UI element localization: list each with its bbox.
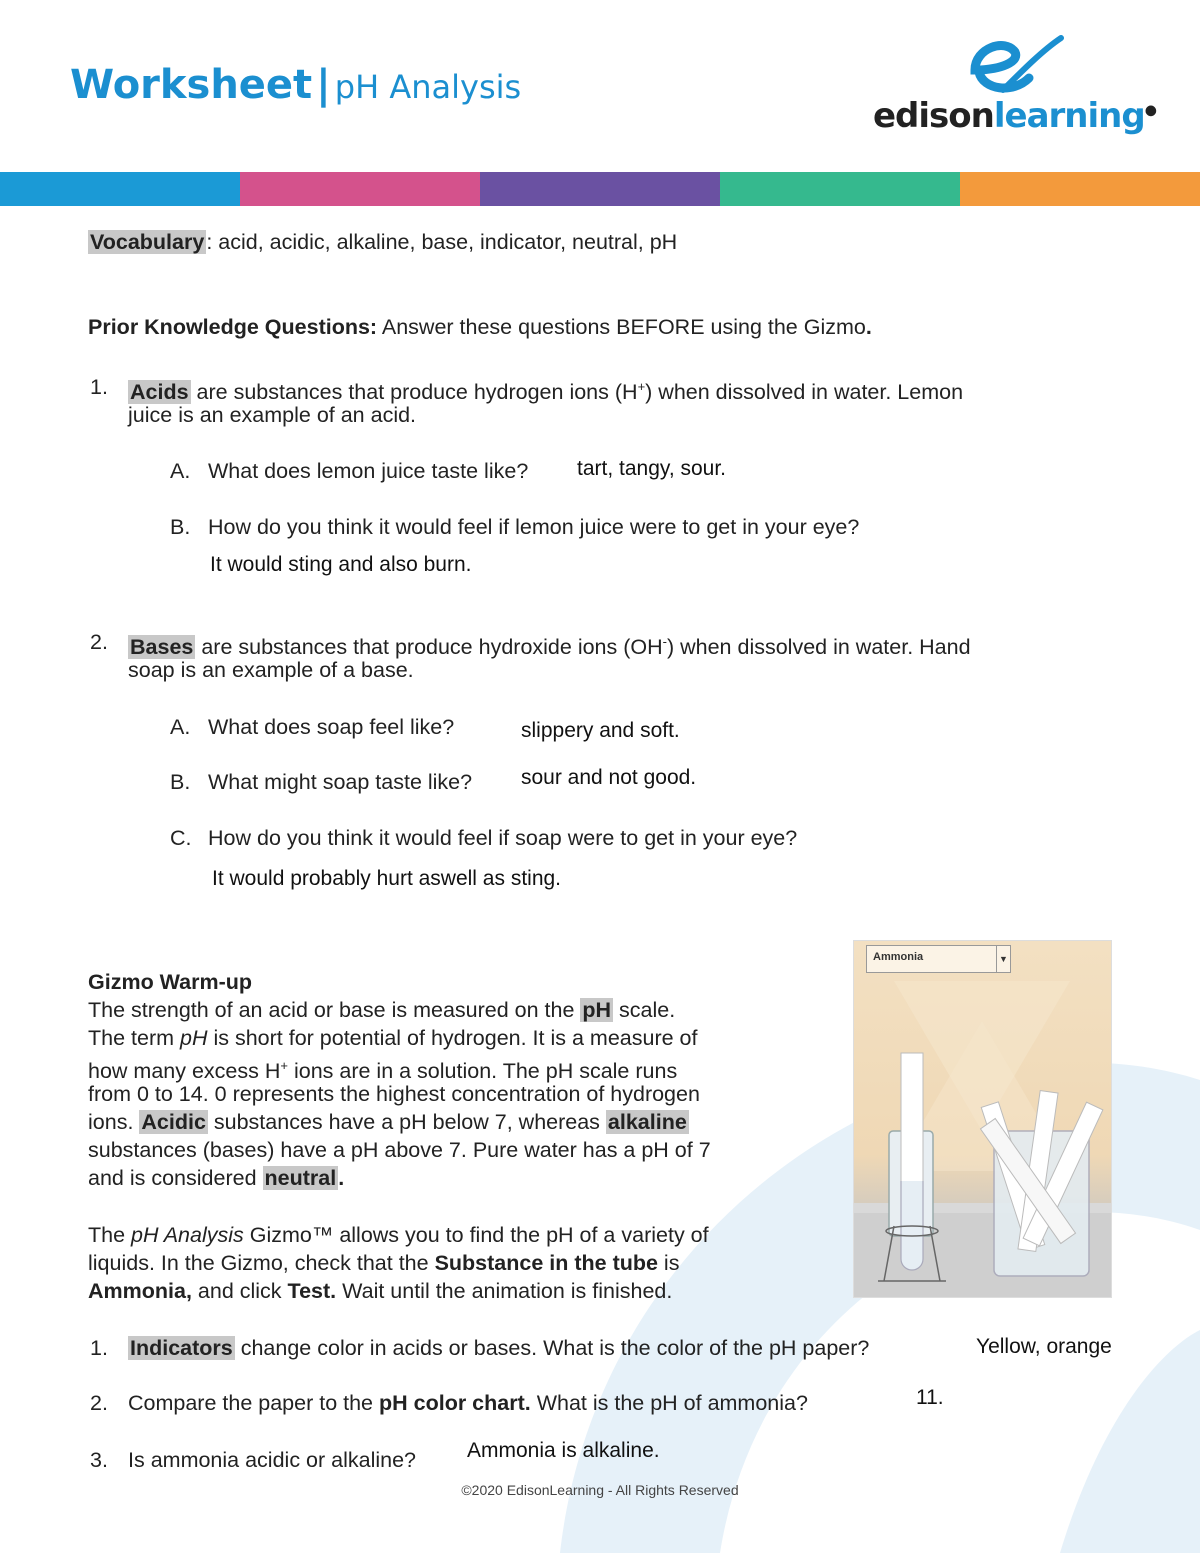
page-title bbox=[70, 62, 521, 108]
vocabulary-label: Vocabulary bbox=[90, 230, 205, 254]
wq2-q-a: Compare the paper to the bbox=[128, 1391, 379, 1415]
wq3-question: Is ammonia acidic or alkaline? bbox=[128, 1448, 416, 1472]
prior-label: Prior Knowledge Questions: bbox=[88, 315, 378, 339]
q2c-letter: C. bbox=[170, 826, 192, 850]
q2a-letter: A. bbox=[170, 715, 191, 739]
vocabulary-line bbox=[88, 228, 677, 256]
warmup-line-7 bbox=[88, 1164, 344, 1192]
q1-term: Acids bbox=[130, 380, 189, 405]
q1-text-b: ) when dissolved in water. Lemon bbox=[645, 380, 964, 405]
edison-logo-text: edisonlearning● bbox=[873, 96, 1156, 136]
warmup-p2-line-1 bbox=[88, 1221, 709, 1249]
warmup-l5-a: ions. bbox=[88, 1110, 140, 1134]
title-subtitle: pH Analysis bbox=[334, 68, 522, 106]
wq1-term: Indicators bbox=[130, 1336, 233, 1360]
wq3-answer[interactable]: Ammonia is alkaline. bbox=[467, 1439, 660, 1462]
warmup-p2-l3-bold1: Ammonia, bbox=[88, 1279, 192, 1303]
title-separator: | bbox=[316, 62, 331, 108]
warmup-p2-l2-bold: Substance in the tube bbox=[434, 1251, 658, 1275]
warmup-term-alkaline: alkaline bbox=[607, 1110, 687, 1134]
vocabulary-terms: acid, acidic, alkaline, base, indicator, neutral, pH bbox=[212, 230, 678, 254]
q1-text-line2: juice is an example of an acid. bbox=[128, 403, 417, 427]
warmup-l1-a: The strength of an acid or base is measured on the bbox=[88, 998, 581, 1022]
color-stripe-bar bbox=[0, 172, 1200, 206]
warmup-p2-l1-a: The bbox=[88, 1223, 132, 1247]
substance-dropdown-value: Ammonia bbox=[873, 951, 924, 963]
title-bold: Worksheet bbox=[70, 62, 313, 108]
gizmo-screenshot bbox=[853, 940, 1112, 1298]
gizmo-illustration bbox=[854, 941, 1111, 1297]
q1b-letter: B. bbox=[170, 515, 191, 539]
warmup-l3-b: ions are in a solution. The pH scale runs bbox=[287, 1059, 678, 1084]
wq1-number: 1. bbox=[90, 1336, 108, 1360]
chevron-down-icon[interactable]: ▼ bbox=[996, 946, 1010, 972]
q2-text-a: are substances that produce hydroxide ions (OH bbox=[195, 635, 663, 660]
q2-text-line2: soap is an example of a base. bbox=[128, 658, 414, 682]
wq2-number: 2. bbox=[90, 1391, 108, 1415]
q1b-answer[interactable]: It would sting and also burn. bbox=[210, 553, 472, 576]
warmup-line-5 bbox=[88, 1108, 689, 1136]
warmup-line-4: from 0 to 14. 0 represents the highest concentration of hydrogen bbox=[88, 1082, 700, 1106]
warmup-term-neutral: neutral bbox=[264, 1166, 337, 1190]
warmup-l3-a: how many excess H bbox=[88, 1059, 281, 1084]
prior-instruction: Answer these questions BEFORE using the Gizmo bbox=[377, 315, 866, 339]
warmup-l7-a: and is considered bbox=[88, 1166, 263, 1190]
q2b-question: What might soap taste like? bbox=[208, 770, 473, 794]
warmup-p2-line-3 bbox=[88, 1277, 672, 1305]
warmup-l2-b: is short for potential of hydrogen. It is a measure of bbox=[207, 1026, 698, 1050]
wq2-q-b: What is the pH of ammonia? bbox=[530, 1391, 808, 1415]
substance-dropdown[interactable] bbox=[866, 945, 1011, 973]
wq1-question-text: change color in acids or bases. What is the color of the pH paper? bbox=[234, 1336, 870, 1360]
q2-number: 2. bbox=[90, 630, 108, 654]
wq1-question bbox=[128, 1334, 869, 1362]
q1a-answer[interactable]: tart, tangy, sour. bbox=[577, 457, 727, 480]
q1-number: 1. bbox=[90, 375, 108, 399]
q2-text-b: ) when dissolved in water. Hand bbox=[666, 635, 971, 660]
warmup-line-2 bbox=[88, 1024, 697, 1052]
q2a-answer[interactable]: slippery and soft. bbox=[521, 719, 680, 742]
q2-sup: - bbox=[662, 634, 667, 649]
q1-text-a: are substances that produce hydrogen ions (H bbox=[190, 380, 638, 405]
q2b-answer[interactable]: sour and not good. bbox=[521, 766, 697, 789]
warmup-line-6: substances (bases) have a pH above 7. Pure water has a pH of 7 bbox=[88, 1138, 711, 1162]
warmup-heading: Gizmo Warm-up bbox=[88, 970, 253, 994]
wq3-number: 3. bbox=[90, 1448, 108, 1472]
stripe-orange bbox=[960, 172, 1200, 206]
warmup-term-ph: pH bbox=[582, 998, 612, 1022]
warmup-p2-l2-b: is bbox=[657, 1251, 680, 1275]
q2c-answer[interactable]: It would probably hurt aswell as sting. bbox=[212, 867, 562, 890]
q2a-question: What does soap feel like? bbox=[208, 715, 455, 739]
warmup-p2-l3-b: Wait until the animation is finished. bbox=[336, 1279, 673, 1303]
wq2-question bbox=[128, 1389, 808, 1417]
wq2-answer[interactable]: 11. bbox=[916, 1386, 944, 1409]
stripe-green bbox=[720, 172, 960, 206]
warmup-l7-b: . bbox=[338, 1166, 345, 1190]
warmup-p2-l2-a: liquids. In the Gizmo, check that the bbox=[88, 1251, 435, 1275]
warmup-p2-l3-a: and click bbox=[191, 1279, 288, 1303]
warmup-l1-b: scale. bbox=[613, 998, 676, 1022]
warmup-p2-line-2 bbox=[88, 1249, 679, 1277]
prior-knowledge-heading bbox=[88, 313, 872, 341]
stripe-purple bbox=[480, 172, 720, 206]
q2b-letter: B. bbox=[170, 770, 191, 794]
wq1-answer[interactable]: Yellow, orange bbox=[976, 1335, 1112, 1358]
q1a-question: What does lemon juice taste like? bbox=[208, 459, 529, 483]
footer-copyright: ©2020 EdisonLearning - All Rights Reserved bbox=[461, 1482, 739, 1498]
warmup-l2-a: The term bbox=[88, 1026, 180, 1050]
q1-sup: + bbox=[637, 379, 646, 394]
wq2-q-bold: pH color chart. bbox=[379, 1391, 531, 1415]
vocabulary-colon: : bbox=[206, 230, 213, 254]
warmup-term-acidic: Acidic bbox=[141, 1110, 206, 1134]
warmup-l3-sup: + bbox=[280, 1058, 288, 1073]
warmup-p2-l3-bold2: Test. bbox=[287, 1279, 337, 1303]
q2-term: Bases bbox=[130, 635, 194, 660]
q2c-question: How do you think it would feel if soap were to get in your eye? bbox=[208, 826, 798, 850]
warmup-l5-b: substances have a pH below 7, whereas bbox=[207, 1110, 606, 1134]
stripe-pink bbox=[240, 172, 480, 206]
logo-learning: learning bbox=[993, 96, 1145, 136]
warmup-l2-italic: pH bbox=[180, 1026, 208, 1050]
prior-period: . bbox=[865, 315, 872, 339]
q1a-letter: A. bbox=[170, 459, 191, 483]
warmup-p2-l1-b: Gizmo™ allows you to find the pH of a variety of bbox=[243, 1223, 709, 1247]
edison-logo-icon bbox=[963, 30, 1073, 100]
q1b-question: How do you think it would feel if lemon juice were to get in your eye? bbox=[208, 515, 860, 539]
warmup-p2-l1-italic: pH Analysis bbox=[131, 1223, 244, 1247]
stripe-blue bbox=[0, 172, 240, 206]
logo-edison: edison bbox=[873, 96, 994, 136]
warmup-line-1 bbox=[88, 996, 675, 1024]
